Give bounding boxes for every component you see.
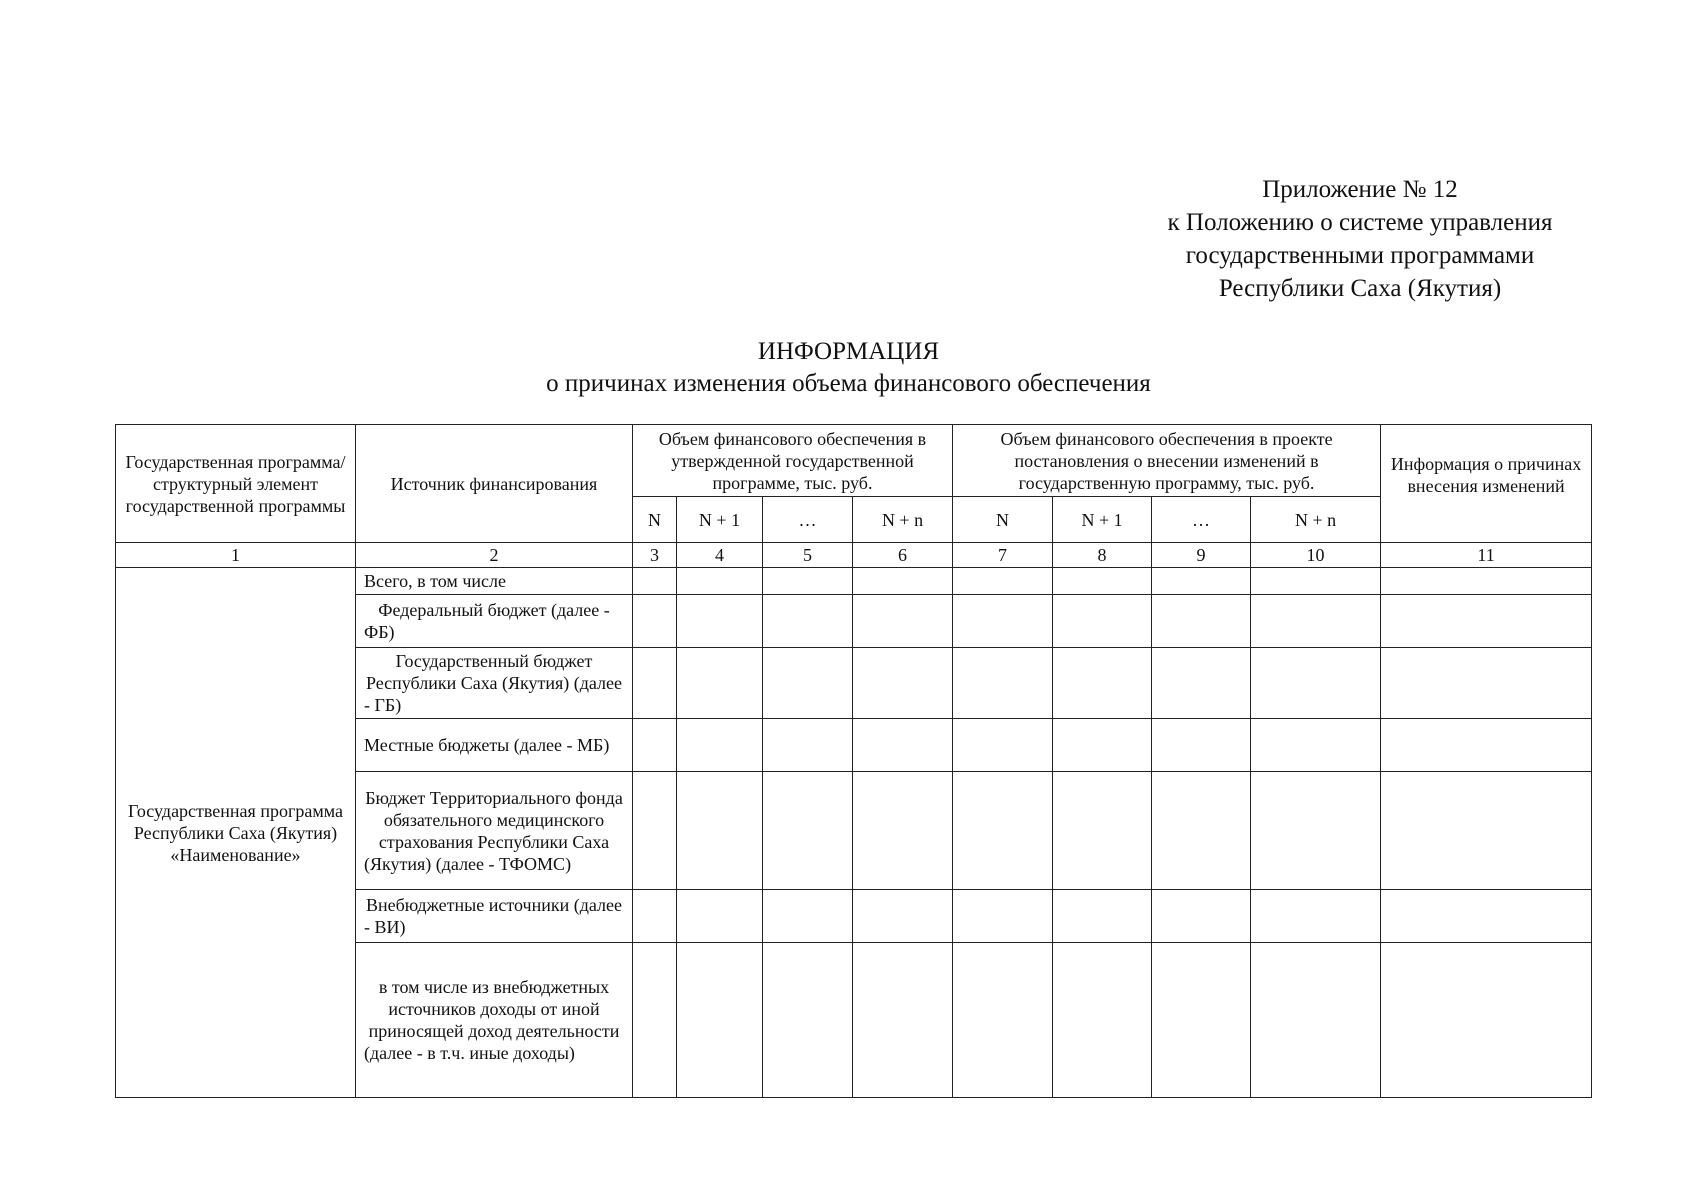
value-cell [677,568,763,595]
subheader-approved-n: N [633,497,677,543]
column-number: 5 [763,543,853,568]
appendix-line-3: государственными программами [1185,242,1535,269]
value-cell [677,943,763,1098]
column-number: 10 [1251,543,1381,568]
value-cell [853,772,953,890]
value-cell [633,772,677,890]
column-number: 7 [953,543,1053,568]
appendix-line-2: к Положению о системе управления [1167,209,1553,236]
value-cell [677,890,763,943]
source-local-budgets: Местные бюджеты (далее - МБ) [356,719,633,772]
source-state-budget: Государственный бюджет Республики Саха (Якутия) (далее - ГБ) [356,648,633,719]
source-federal-budget: Федеральный бюджет (далее - ФБ) [356,595,633,648]
value-cell [1251,772,1381,890]
value-cell [633,595,677,648]
column-number: 4 [677,543,763,568]
subheader-project-ellipsis: … [1152,497,1251,543]
value-cell [1053,595,1152,648]
value-cell [853,648,953,719]
value-cell [1251,595,1381,648]
value-cell [1152,595,1251,648]
value-cell [1152,772,1251,890]
value-cell [853,568,953,595]
value-cell [853,595,953,648]
reason-cell [1381,719,1592,772]
value-cell [1251,943,1381,1098]
value-cell [763,568,853,595]
header-source: Источник финансирования [356,425,633,543]
financing-table [115,424,1592,1098]
column-number-row [116,543,1592,568]
column-number: 8 [1053,543,1152,568]
value-cell [677,772,763,890]
value-cell [1152,890,1251,943]
subheader-project-n-plus-1: N + 1 [1053,497,1152,543]
appendix-line-1: Приложение № 12 [1262,176,1458,203]
reason-cell [1381,568,1592,595]
column-number: 1 [116,543,356,568]
value-cell [1152,719,1251,772]
column-number: 9 [1152,543,1251,568]
program-name-cell: Государственная программа Республики Саха (Якутия) «Наименование» [116,568,356,1098]
value-cell [953,890,1053,943]
value-cell [1053,648,1152,719]
title-line-2: о причинах изменения объема финансового обеспечения [546,370,1151,397]
subheader-approved-n-plus-n: N + n [853,497,953,543]
value-cell [1053,719,1152,772]
value-cell [853,719,953,772]
value-cell [1053,772,1152,890]
value-cell [953,719,1053,772]
value-cell [953,772,1053,890]
column-number: 6 [853,543,953,568]
value-cell [633,568,677,595]
value-cell [677,648,763,719]
value-cell [953,595,1053,648]
value-cell [763,719,853,772]
value-cell [1152,648,1251,719]
reason-cell [1381,890,1592,943]
value-cell [1053,890,1152,943]
reason-cell [1381,943,1592,1098]
value-cell [953,943,1053,1098]
reason-cell [1381,648,1592,719]
value-cell [633,719,677,772]
value-cell [677,719,763,772]
value-cell [953,648,1053,719]
value-cell [853,943,953,1098]
subheader-approved-ellipsis: … [763,497,853,543]
value-cell [1251,648,1381,719]
value-cell [1251,719,1381,772]
value-cell [763,648,853,719]
header-approved-volume: Объем финансового обеспечения в утвержденной государственной программе, тыс. руб. [633,425,953,497]
title-line-1: ИНФОРМАЦИЯ [757,338,940,365]
value-cell [953,568,1053,595]
source-extrabudgetary: Внебюджетные источники (далее - ВИ) [356,890,633,943]
column-number: 3 [633,543,677,568]
value-cell [763,595,853,648]
header-program: Государственная программа/ структурный элемент государственной программы [116,425,356,543]
value-cell [1152,943,1251,1098]
document-title [0,336,1697,400]
header-project-volume: Объем финансового обеспечения в проекте постановления о внесении изменений в государственную программу, тыс. руб. [953,425,1381,497]
source-tfoms-budget: Бюджет Территориального фонда обязательного медицинского страхования Республики Саха (Якутия) (далее - ТФОМС) [356,772,633,890]
column-number: 2 [356,543,633,568]
value-cell [1251,568,1381,595]
appendix-caption [1125,173,1595,305]
value-cell [1053,568,1152,595]
column-number: 11 [1381,543,1592,568]
appendix-line-4: Республики Саха (Якутия) [1218,275,1502,302]
source-total: Всего, в том числе [356,568,633,595]
subheader-project-n-plus-n: N + n [1251,497,1381,543]
value-cell [763,943,853,1098]
reason-cell [1381,772,1592,890]
value-cell [853,890,953,943]
value-cell [763,890,853,943]
value-cell [1152,568,1251,595]
value-cell [1053,943,1152,1098]
value-cell [677,595,763,648]
subheader-approved-n-plus-1: N + 1 [677,497,763,543]
value-cell [633,648,677,719]
source-other-income: в том числе из внебюджетных источников доходы от иной приносящей доход деятельности (далее - в т.ч. иные доходы) [356,943,633,1098]
value-cell [633,890,677,943]
value-cell [1251,890,1381,943]
table-row [116,568,1592,595]
header-change-reasons: Информация о причинах внесения изменений [1381,425,1592,543]
reason-cell [1381,595,1592,648]
value-cell [763,772,853,890]
subheader-project-n: N [953,497,1053,543]
value-cell [633,943,677,1098]
